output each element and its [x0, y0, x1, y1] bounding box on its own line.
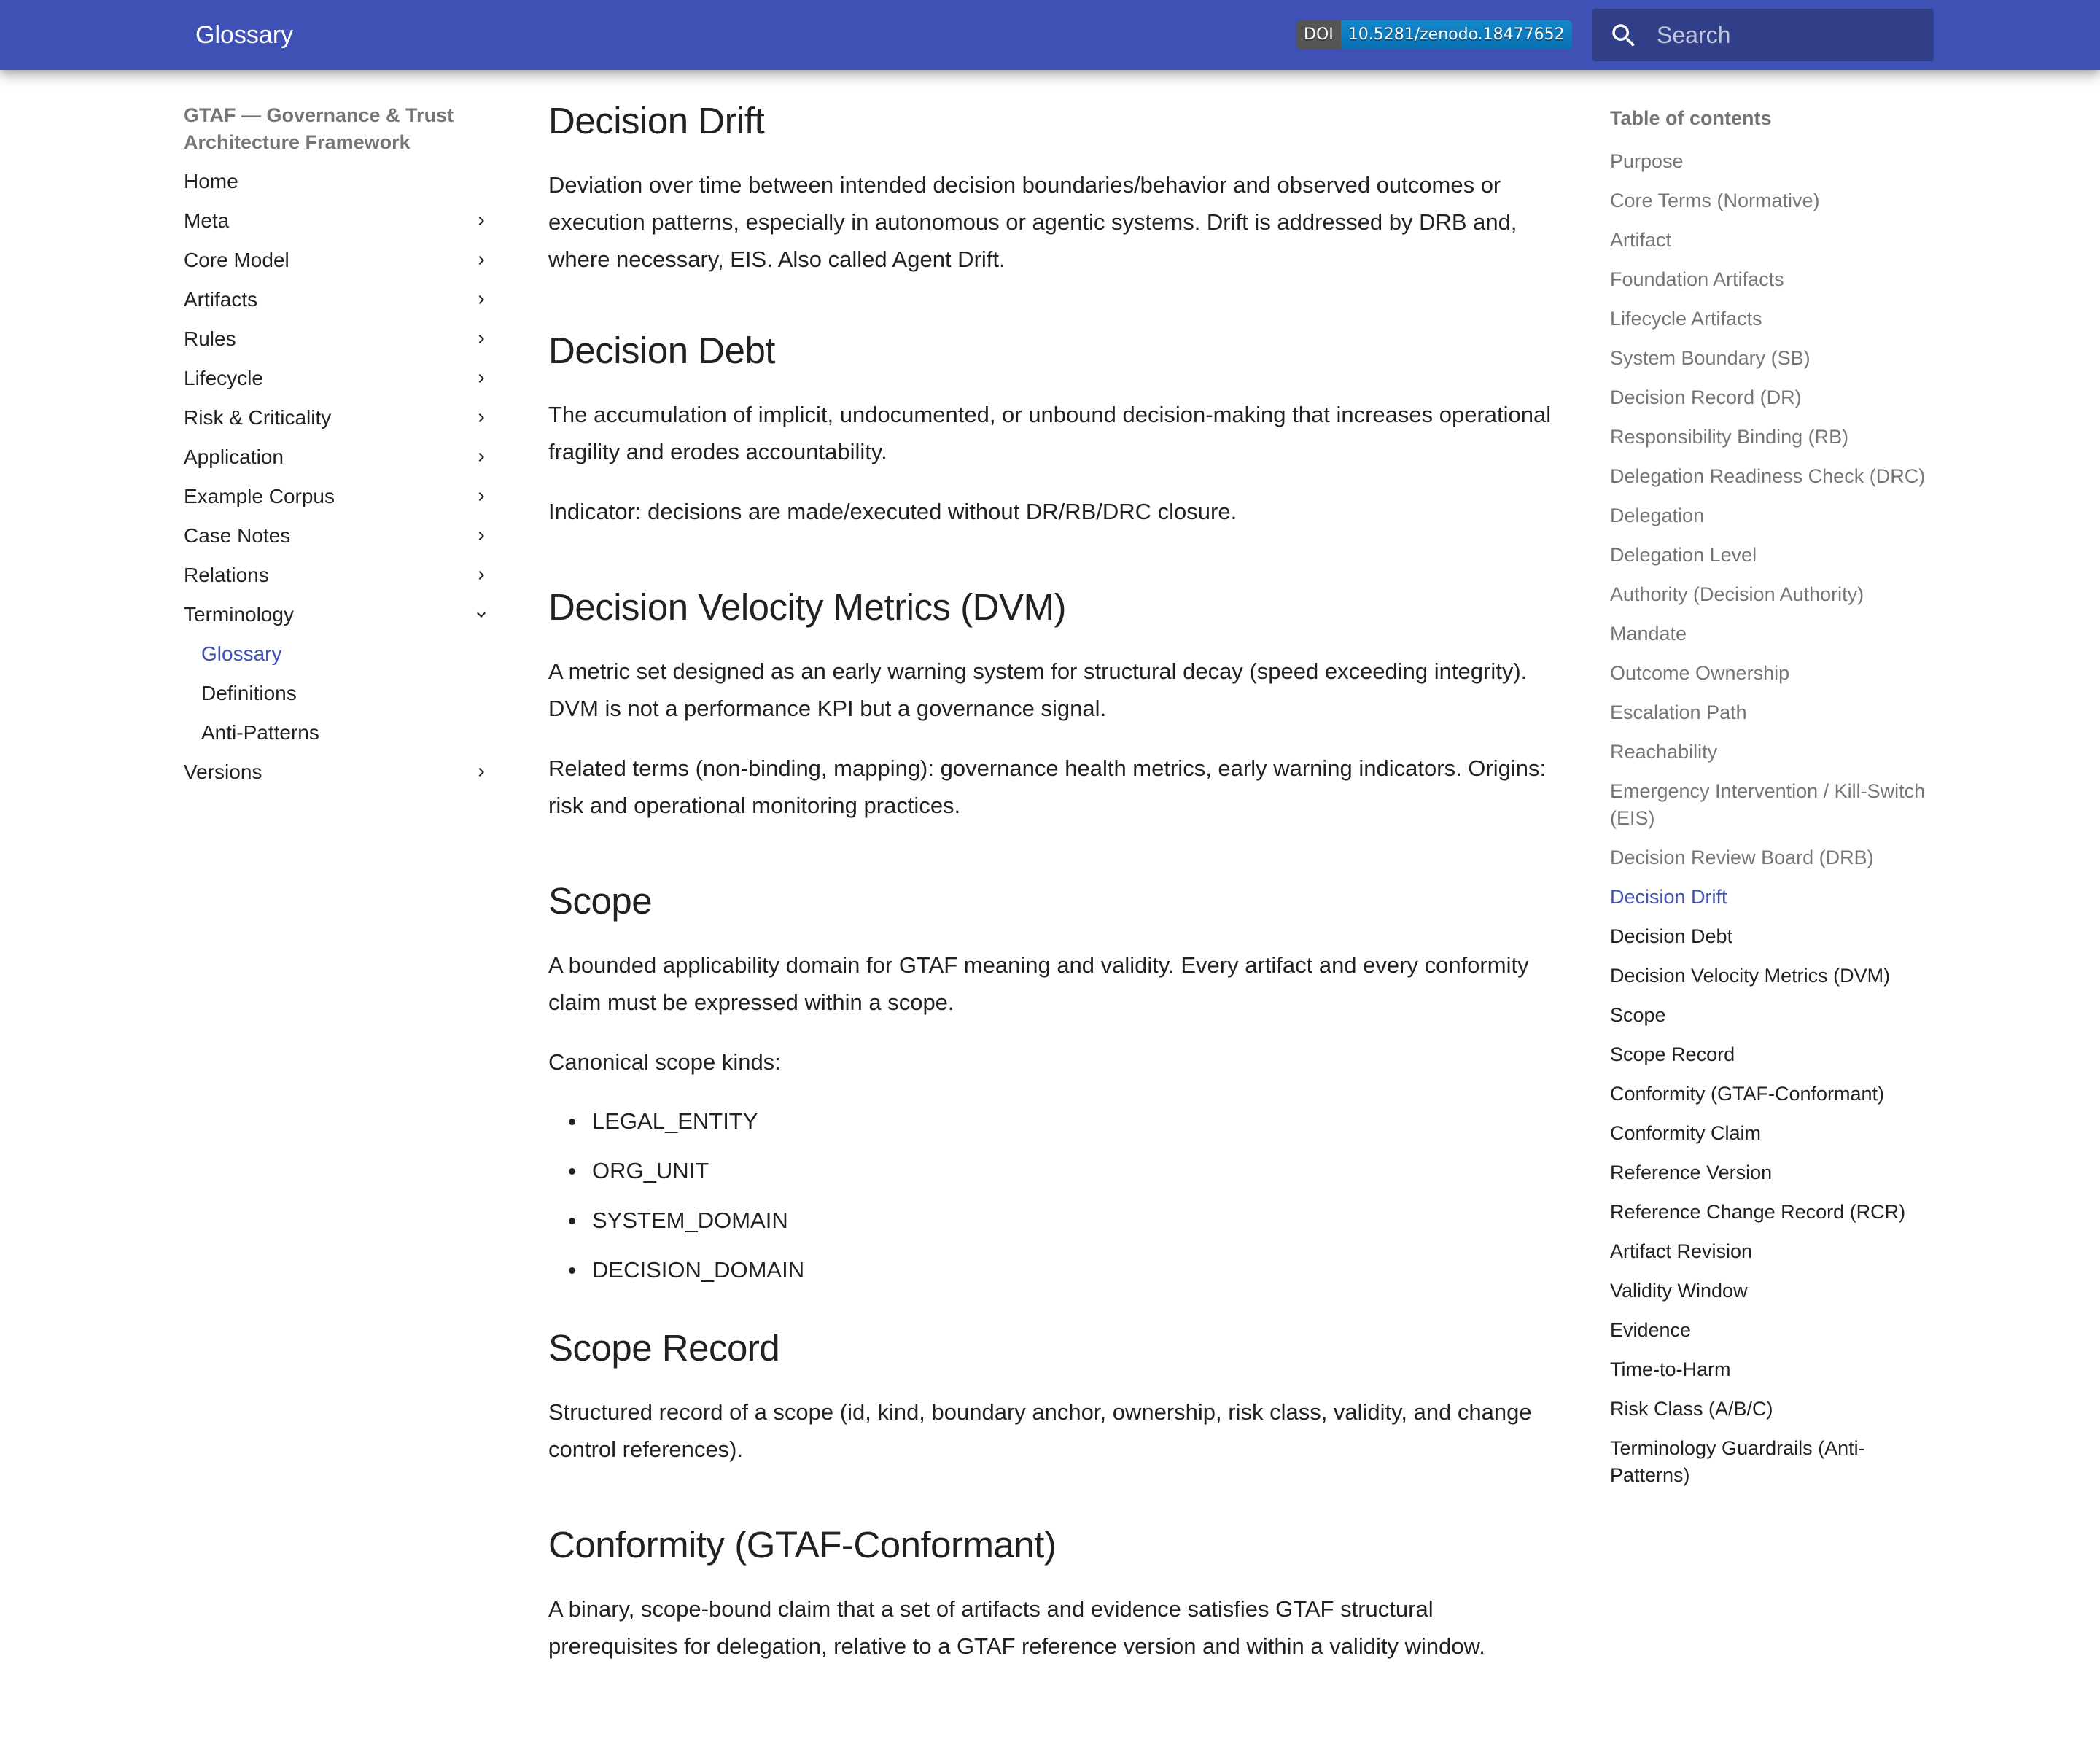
- list-item: ORG_UNIT: [548, 1152, 1555, 1189]
- toc-item-delegation-level[interactable]: Delegation Level: [1610, 543, 1757, 566]
- section-heading-conformity: Conformity (GTAF-Conformant): [548, 1524, 1057, 1566]
- top-header: [0, 0, 2100, 70]
- toc-item-decision-debt[interactable]: Decision Debt: [1610, 925, 1733, 947]
- paragraph: Related terms (non-binding, mapping): governance health metrics, early warning indicators. Origins: risk and operational monitoring practices.: [548, 755, 1547, 818]
- toc-item-evidence[interactable]: Evidence: [1610, 1318, 1692, 1341]
- toc-item-scope[interactable]: Scope: [1610, 1003, 1666, 1026]
- chevron-right-icon: [472, 370, 490, 387]
- section-heading-scope: Scope: [548, 880, 653, 922]
- toc-item-escalation-path[interactable]: Escalation Path: [1610, 701, 1747, 723]
- nav-item-lifecycle[interactable]: [184, 359, 490, 398]
- chevron-right-icon: [472, 212, 490, 230]
- toc-item-reachability[interactable]: Reachability: [1610, 740, 1718, 763]
- nav-item-example-corpus[interactable]: [184, 477, 490, 516]
- nav-item-label: Meta: [184, 209, 230, 232]
- nav-item-definitions[interactable]: [184, 674, 490, 713]
- paragraph: The accumulation of implicit, undocumented, or unbound decision-making that increases operational fragility and erodes accountability.: [548, 402, 1552, 464]
- toc-item-mandate[interactable]: Mandate: [1610, 622, 1687, 645]
- chevron-right-icon: [472, 527, 490, 545]
- chevron-down-icon: [472, 606, 490, 623]
- paragraph: Structured record of a scope (id, kind, boundary anchor, ownership, risk class, validity, and change control references).: [548, 1399, 1532, 1462]
- search-box[interactable]: [1592, 9, 1934, 61]
- search-input[interactable]: [1657, 9, 1919, 61]
- toc-item-artifact-revision[interactable]: Artifact Revision: [1610, 1240, 1753, 1262]
- doi-badge[interactable]: [1296, 20, 1572, 50]
- toc-item-delegation-readiness-check[interactable]: Delegation Readiness Check (DRC): [1610, 464, 1926, 487]
- section-heading-decision-debt: Decision Debt: [548, 330, 775, 371]
- nav-item-label: Glossary: [201, 642, 282, 665]
- nav-item-label: Case Notes: [184, 524, 291, 547]
- nav-item-versions[interactable]: [184, 752, 490, 792]
- nav-item-relations[interactable]: [184, 556, 490, 595]
- paragraph: Indicator: decisions are made/executed without DR/RB/DRC closure.: [548, 499, 1237, 524]
- section-heading-scope-record: Scope Record: [548, 1327, 780, 1369]
- paragraph: A bounded applicability domain for GTAF meaning and validity. Every artifact and every conformity claim must be expressed within a scope.: [548, 952, 1529, 1015]
- toc-item-emergency-intervention[interactable]: Emergency Intervention / Kill-Switch (EIS): [1610, 779, 1926, 829]
- toc-item-responsibility-binding[interactable]: Responsibility Binding (RB): [1610, 425, 1849, 448]
- nav-item-label: Definitions: [201, 682, 297, 704]
- scope-kinds-list: [548, 1102, 1555, 1288]
- toc-item-terminology-guardrails[interactable]: Terminology Guardrails (Anti-Patterns): [1610, 1436, 1865, 1486]
- toc-title: Table of contents: [1610, 107, 1772, 129]
- toc-item-reference-change-record[interactable]: Reference Change Record (RCR): [1610, 1200, 1906, 1223]
- list-item: SYSTEM_DOMAIN: [548, 1202, 1555, 1239]
- site-title: GTAF — Governance & Trust Architecture Framework: [184, 104, 454, 153]
- primary-nav: [184, 102, 490, 792]
- nav-item-risk-criticality[interactable]: [184, 398, 490, 438]
- toc-item-foundation-artifacts[interactable]: Foundation Artifacts: [1610, 268, 1784, 290]
- toc-item-scope-record[interactable]: Scope Record: [1610, 1043, 1735, 1065]
- chevron-right-icon: [472, 252, 490, 269]
- toc-item-system-boundary[interactable]: System Boundary (SB): [1610, 346, 1811, 369]
- nav-item-label: Relations: [184, 564, 269, 586]
- toc-item-outcome-ownership[interactable]: Outcome Ownership: [1610, 661, 1790, 684]
- nav-item-label: Example Corpus: [184, 485, 335, 508]
- toc-item-decision-record[interactable]: Decision Record (DR): [1610, 386, 1802, 408]
- chevron-right-icon: [472, 488, 490, 505]
- paragraph: A metric set designed as an early warning system for structural decay (speed exceeding integrity). DVM is not a performance KPI but a governance signal.: [548, 658, 1528, 721]
- toc-item-delegation[interactable]: Delegation: [1610, 504, 1705, 526]
- nav-item-rules[interactable]: [184, 319, 490, 359]
- nav-item-label: Application: [184, 446, 284, 468]
- search-icon[interactable]: [1609, 20, 1639, 51]
- nav-item-label: Terminology: [184, 603, 294, 626]
- doi-value: 10.5281/zenodo.18477652: [1341, 20, 1572, 50]
- nav-item-label: Anti-Patterns: [201, 721, 319, 744]
- paragraph: A binary, scope-bound claim that a set of artifacts and evidence satisfies GTAF structural prerequisites for delegation, relative to a GTAF reference version and within a validity window.: [548, 1596, 1485, 1659]
- chevron-right-icon: [472, 409, 490, 427]
- nav-item-terminology[interactable]: [184, 595, 490, 634]
- section-heading-dvm: Decision Velocity Metrics (DVM): [548, 586, 1066, 628]
- nav-item-anti-patterns[interactable]: [184, 713, 490, 752]
- toc-item-lifecycle-artifacts[interactable]: Lifecycle Artifacts: [1610, 307, 1762, 330]
- section-heading-decision-drift: Decision Drift: [548, 100, 765, 141]
- page-title: Glossary: [195, 21, 294, 49]
- list-item: DECISION_DOMAIN: [548, 1251, 1555, 1288]
- toc-item-core-terms[interactable]: Core Terms (Normative): [1610, 189, 1820, 211]
- toc-item-artifact[interactable]: Artifact: [1610, 228, 1672, 251]
- toc-item-conformity[interactable]: Conformity (GTAF-Conformant): [1610, 1082, 1885, 1105]
- toc-item-time-to-harm[interactable]: Time-to-Harm: [1610, 1358, 1731, 1380]
- chevron-right-icon: [472, 291, 490, 308]
- toc-item-purpose[interactable]: Purpose: [1610, 149, 1684, 172]
- chevron-right-icon: [472, 448, 490, 466]
- paragraph: Deviation over time between intended decision boundaries/behavior and observed outcomes or execution patterns, especially in autonomous or agentic systems. Drift is addressed by DRB and, where necessary, EIS. Also called Agent Drift.: [548, 172, 1517, 272]
- toc-item-decision-drift[interactable]: Decision Drift: [1610, 885, 1727, 908]
- paragraph: Canonical scope kinds:: [548, 1049, 781, 1075]
- nav-item-artifacts[interactable]: [184, 280, 490, 319]
- chevron-right-icon: [472, 330, 490, 348]
- toc-item-dvm[interactable]: Decision Velocity Metrics (DVM): [1610, 964, 1891, 987]
- nav-item-label: Lifecycle: [184, 367, 263, 389]
- list-item: LEGAL_ENTITY: [548, 1102, 1555, 1140]
- chevron-right-icon: [472, 567, 490, 584]
- nav-item-label: Artifacts: [184, 288, 258, 311]
- nav-item-application[interactable]: [184, 438, 490, 477]
- chevron-right-icon: [472, 763, 490, 781]
- nav-item-label: Risk & Criticality: [184, 406, 332, 429]
- toc-item-risk-class[interactable]: Risk Class (A/B/C): [1610, 1397, 1773, 1420]
- toc-item-validity-window[interactable]: Validity Window: [1610, 1279, 1748, 1302]
- main-content: [548, 88, 1555, 1665]
- toc-item-authority[interactable]: Authority (Decision Authority): [1610, 583, 1864, 605]
- nav-item-home[interactable]: [184, 162, 490, 201]
- toc-item-reference-version[interactable]: Reference Version: [1610, 1161, 1773, 1183]
- doi-label: DOI: [1296, 20, 1341, 50]
- nav-item-label: Versions: [184, 761, 262, 783]
- nav-item-glossary[interactable]: [184, 634, 490, 674]
- nav-item-label: Home: [184, 170, 238, 192]
- nav-item-core-model[interactable]: [184, 241, 490, 280]
- toc-item-conformity-claim[interactable]: Conformity Claim: [1610, 1121, 1762, 1144]
- nav-item-case-notes[interactable]: [184, 516, 490, 556]
- nav-item-label: Core Model: [184, 249, 289, 271]
- nav-item-meta[interactable]: [184, 201, 490, 241]
- table-of-contents: [1610, 102, 1931, 1495]
- toc-item-decision-review-board[interactable]: Decision Review Board (DRB): [1610, 846, 1874, 868]
- nav-item-label: Rules: [184, 327, 236, 350]
